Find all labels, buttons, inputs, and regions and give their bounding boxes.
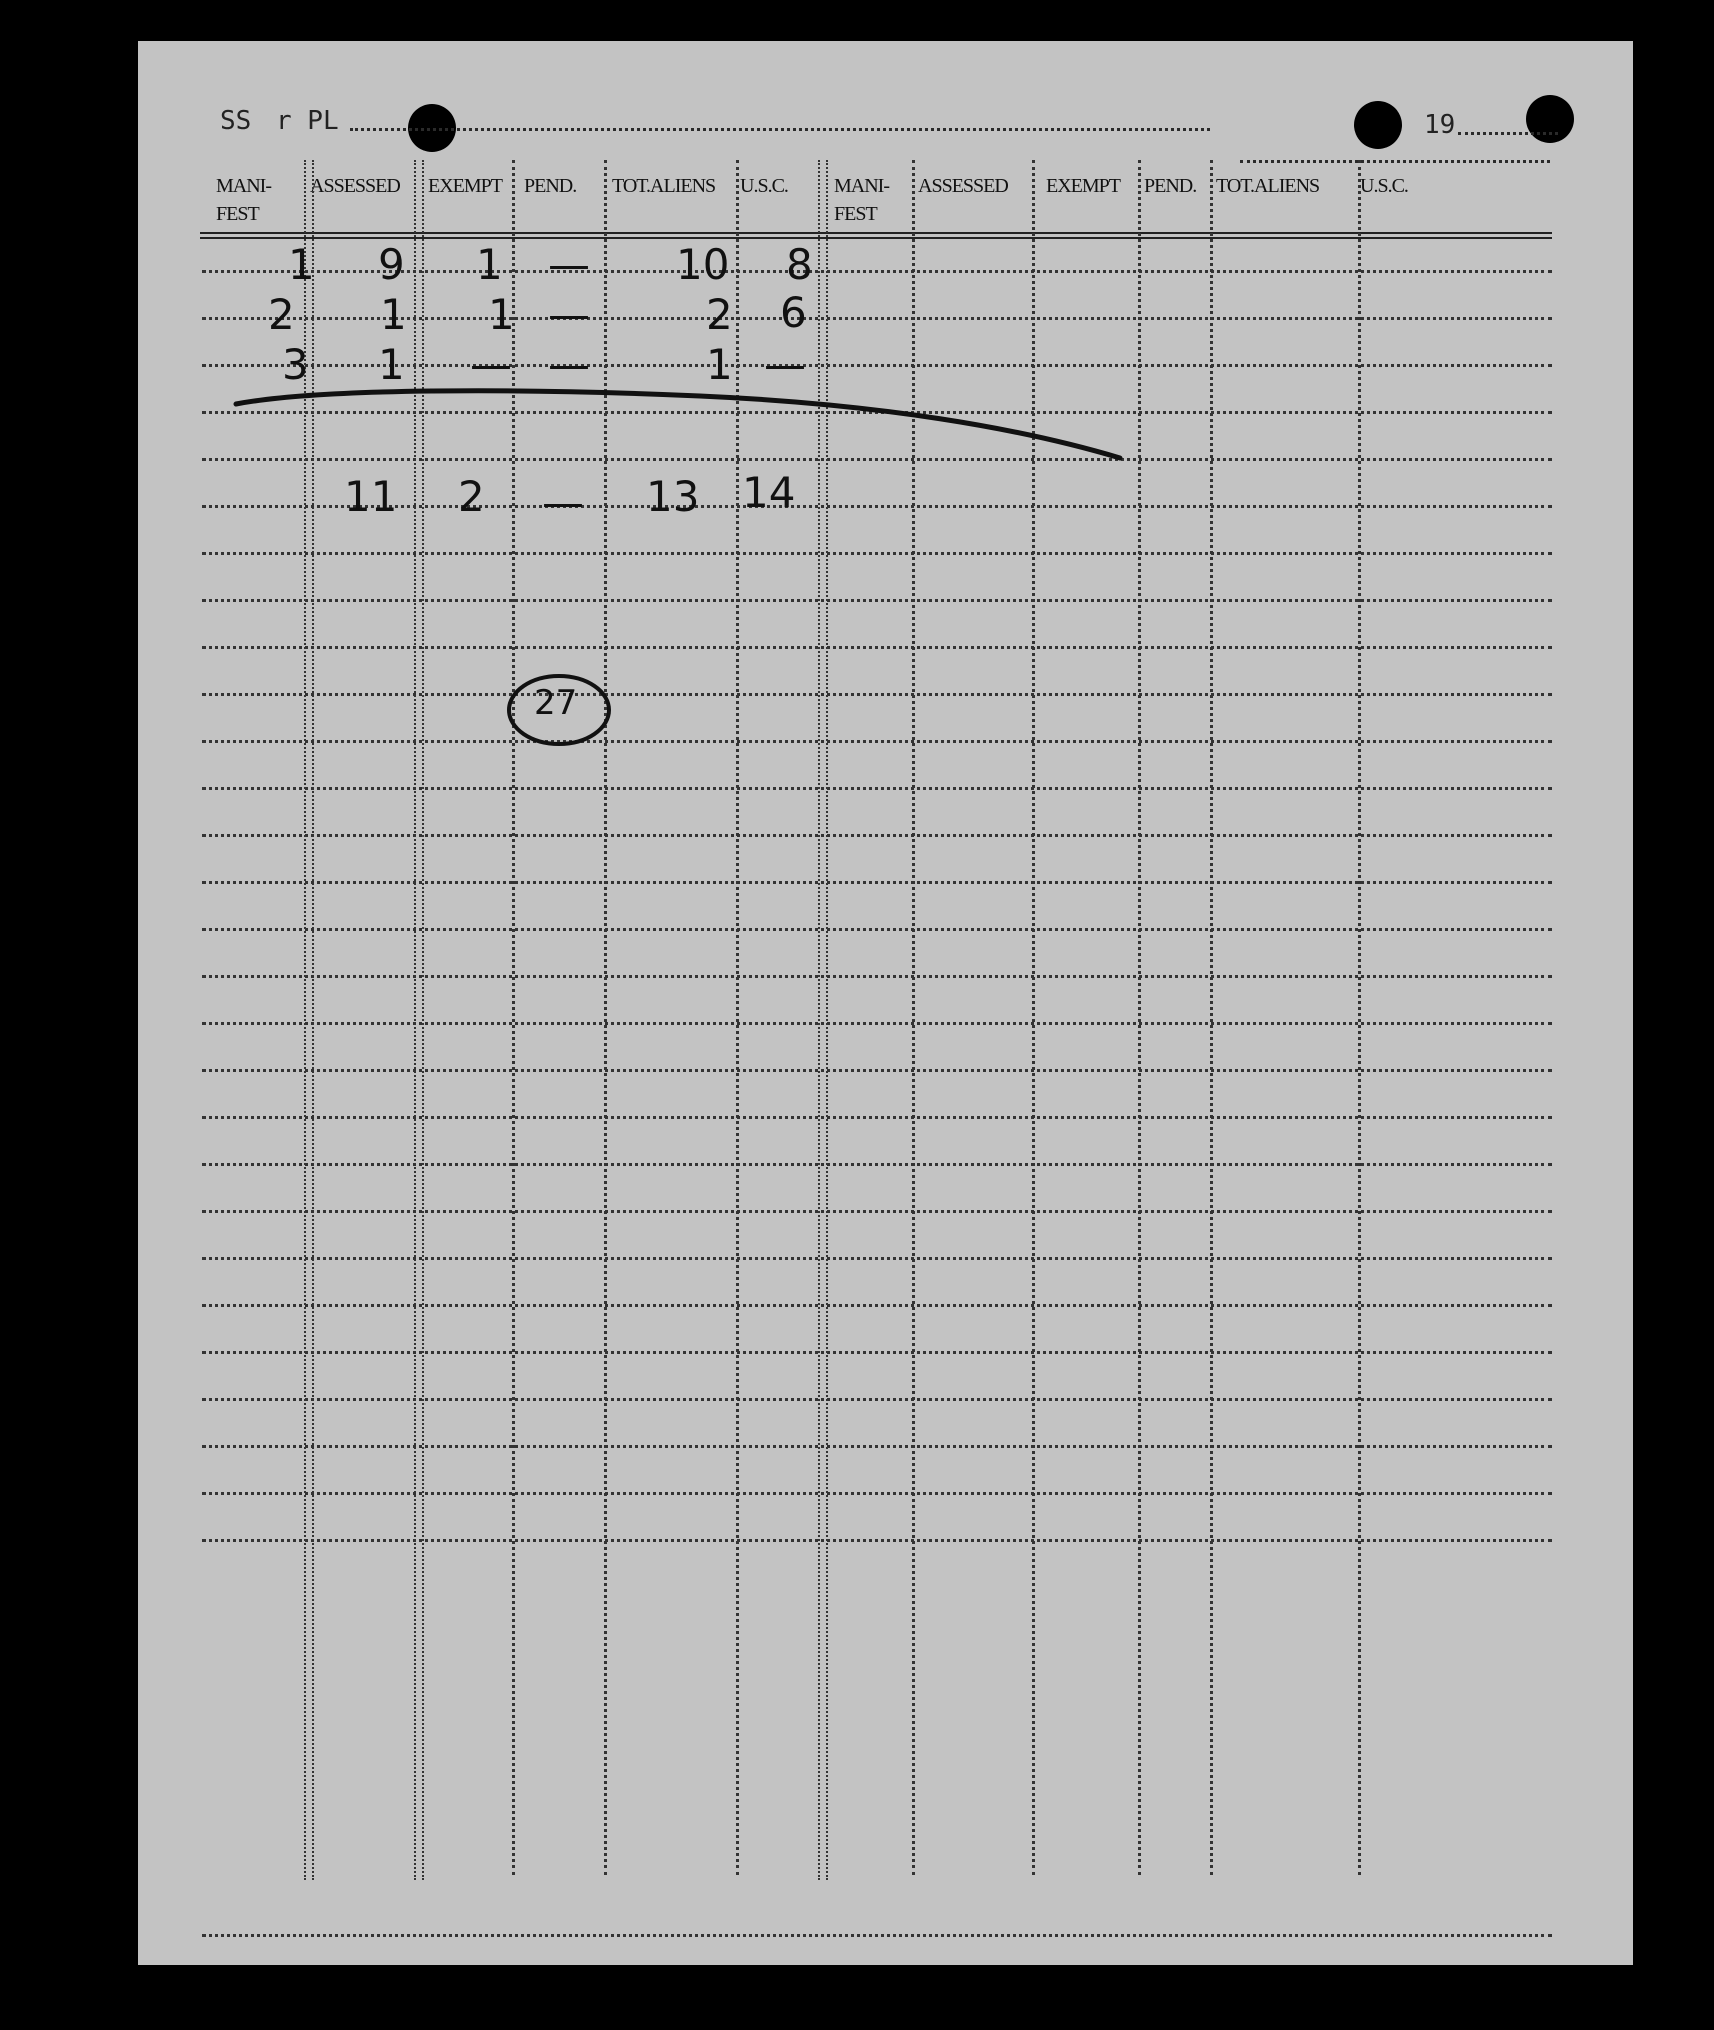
total-circle: [509, 676, 609, 744]
total-usc: 14: [742, 468, 796, 517]
total-underline-stroke: [236, 391, 1120, 458]
col-header-pend-right: PEND.: [1144, 175, 1197, 197]
row2-tot-aliens: 2: [706, 290, 733, 339]
row1-usc: 8: [786, 240, 813, 289]
col-header-exempt-right: EXEMPT: [1046, 175, 1120, 197]
year-label: 19: [1424, 110, 1456, 140]
col-header-tot-aliens-right: TOT.ALIENS: [1216, 175, 1320, 197]
total-assessed: 11: [344, 472, 398, 521]
row3-pend: —: [548, 340, 590, 389]
col-header-usc-right: U.S.C.: [1360, 175, 1408, 197]
col-header-exempt: EXEMPT: [428, 175, 502, 197]
row3-tot-aliens: 1: [706, 340, 733, 389]
total-exempt: 2: [458, 472, 485, 521]
col-header-assessed: ASSESSED: [310, 175, 400, 197]
row3-manifest: 3: [282, 340, 309, 389]
total-pend: —: [542, 478, 584, 527]
total-tot-aliens: 13: [646, 472, 700, 521]
ship-name: r PL: [276, 106, 339, 136]
row1-exempt: 1: [476, 240, 503, 289]
row1-assessed: 9: [378, 240, 405, 289]
row1-pend: —: [548, 240, 590, 289]
row2-pend: —: [548, 290, 590, 339]
row1-manifest: 1: [288, 240, 315, 289]
row2-exempt: 1: [488, 290, 515, 339]
row3-assessed: 1: [378, 340, 405, 389]
row2-assessed: 1: [380, 290, 407, 339]
row2-usc: 6: [780, 288, 807, 337]
row3-usc: —: [764, 340, 806, 389]
col-header-pend: PEND.: [524, 175, 577, 197]
col-header-manifest-right: MANI- FEST: [834, 175, 889, 225]
col-header-usc: U.S.C.: [740, 175, 788, 197]
row3-exempt: —: [470, 340, 512, 389]
row1-tot-aliens: 10: [676, 240, 730, 289]
col-header-tot-aliens: TOT.ALIENS: [612, 175, 716, 197]
col-header-assessed-right: ASSESSED: [918, 175, 1008, 197]
circled-total: 27: [534, 683, 578, 723]
row2-manifest: 2: [268, 290, 295, 339]
ship-label: SS: [220, 106, 252, 136]
col-header-manifest: MANI- FEST: [216, 175, 271, 225]
